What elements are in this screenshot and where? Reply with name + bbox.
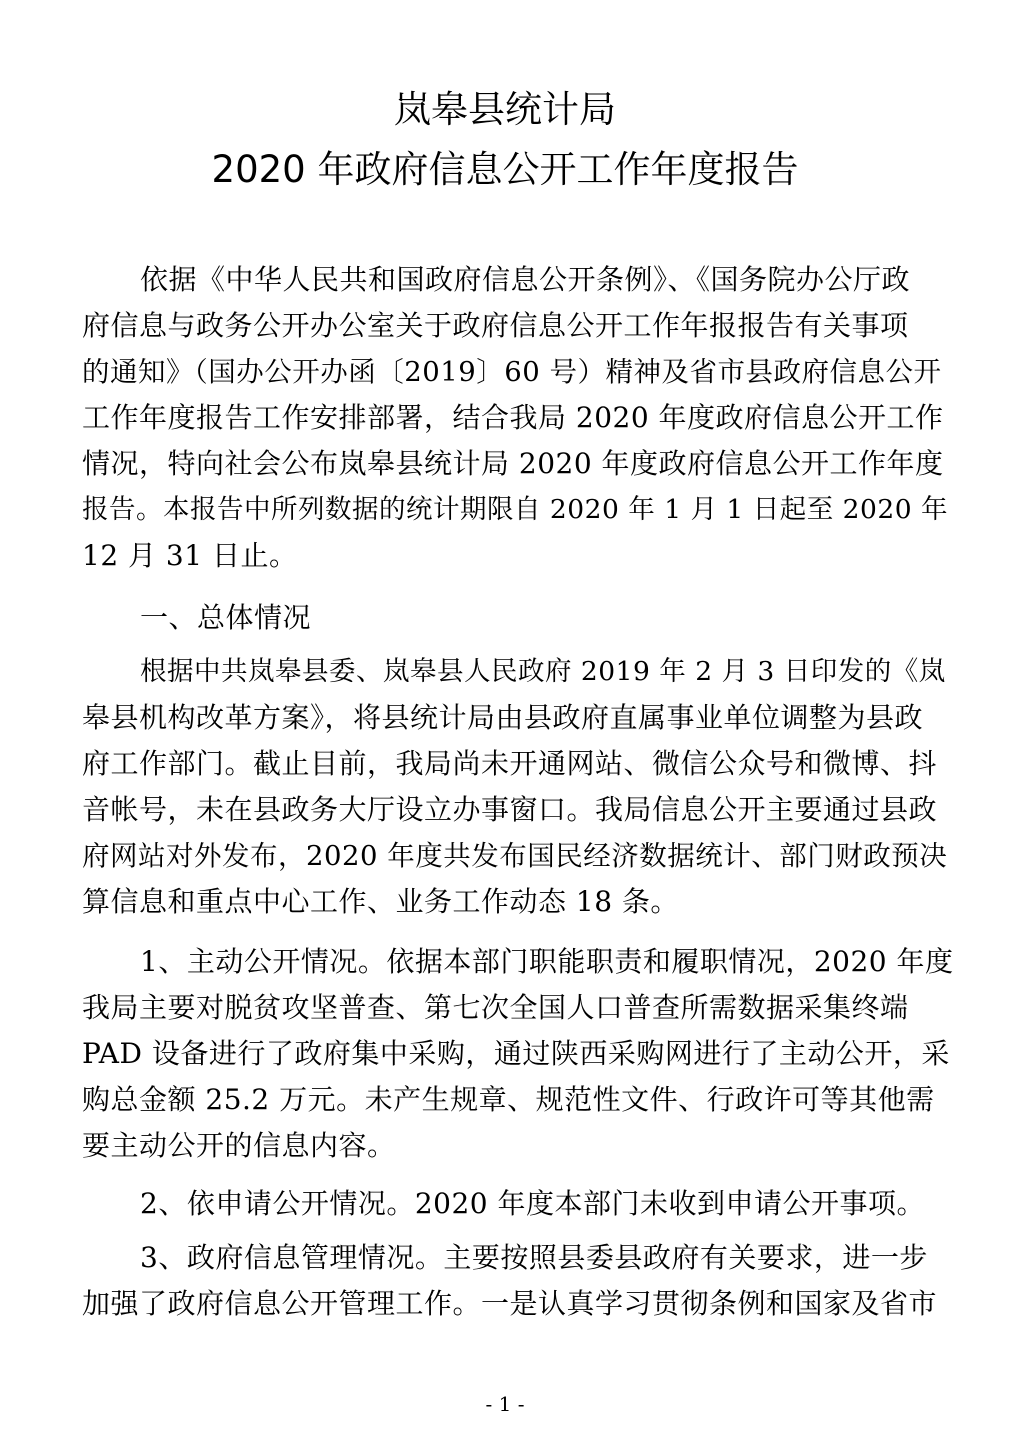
page-number: - 1 -	[485, 1392, 525, 1416]
paragraph-line: 根据中共岚皋县委、岚皋县人民政府 2019 年 2 月 3 日印发的《岚	[140, 656, 946, 687]
paragraph-line: 情况，特向社会公布岚皋县统计局 2020 年度政府信息公开工作年度	[82, 447, 944, 480]
paragraph-line: 要主动公开的信息内容。	[82, 1129, 396, 1162]
paragraph-line: 加强了政府信息公开管理工作。一是认真学习贯彻条例和国家及省市	[82, 1287, 938, 1320]
paragraph-line: 3、政府信息管理情况。主要按照县委县政府有关要求，进一步	[140, 1241, 928, 1274]
paragraph-line: 府工作部门。截止目前，我局尚未开通网站、微信公众号和微博、抖	[82, 747, 938, 780]
paragraph-line: 依据《中华人民共和国政府信息公开条例》、《国务院办公厅政	[140, 263, 911, 296]
paragraph-line: 的通知》（国办公开办函〔2019〕60 号）精神及省市县政府信息公开	[82, 356, 942, 388]
paragraph-line: 1、主动公开情况。依据本部门职能职责和履职情况，2020 年度	[140, 945, 954, 978]
paragraph-line: 皋县机构改革方案》，将县统计局由县政府直属事业单位调整为县政	[82, 701, 924, 734]
document-title-line1: 岚皋县统计局	[394, 88, 616, 131]
paragraph-line: 12 月 31 日止。	[82, 539, 298, 572]
paragraph-line: 报告。本报告中所列数据的统计期限自 2020 年 1 月 1 日起至 2020 年	[82, 494, 948, 525]
paragraph-line: 算信息和重点中心工作、业务工作动态 18 条。	[82, 885, 679, 918]
paragraph-line: 府网站对外发布，2020 年度共发布国民经济数据统计、部门财政预决	[82, 840, 948, 872]
paragraph-line: 我局主要对脱贫攻坚普查、第七次全国人口普查所需数据采集终端	[82, 991, 909, 1024]
paragraph-line: PAD 设备进行了政府集中采购，通过陕西采购网进行了主动公开，采	[82, 1037, 950, 1070]
paragraph-line: 购总金额 25.2 万元。未产生规章、规范性文件、行政许可等其他需	[82, 1083, 935, 1116]
paragraph-line: 音帐号，未在县政务大厅设立办事窗口。我局信息公开主要通过县政	[82, 793, 938, 826]
paragraph-line: 府信息与政务公开办公室关于政府信息公开工作年报报告有关事项	[82, 309, 909, 342]
section-heading: 一、总体情况	[140, 601, 312, 634]
paragraph-line: 2、依申请公开情况。2020 年度本部门未收到申请公开事项。	[140, 1187, 925, 1220]
paragraph-line: 工作年度报告工作安排部署，结合我局 2020 年度政府信息公开工作	[82, 401, 944, 434]
document-title-line2: 2020 年政府信息公开工作年度报告	[211, 148, 799, 191]
